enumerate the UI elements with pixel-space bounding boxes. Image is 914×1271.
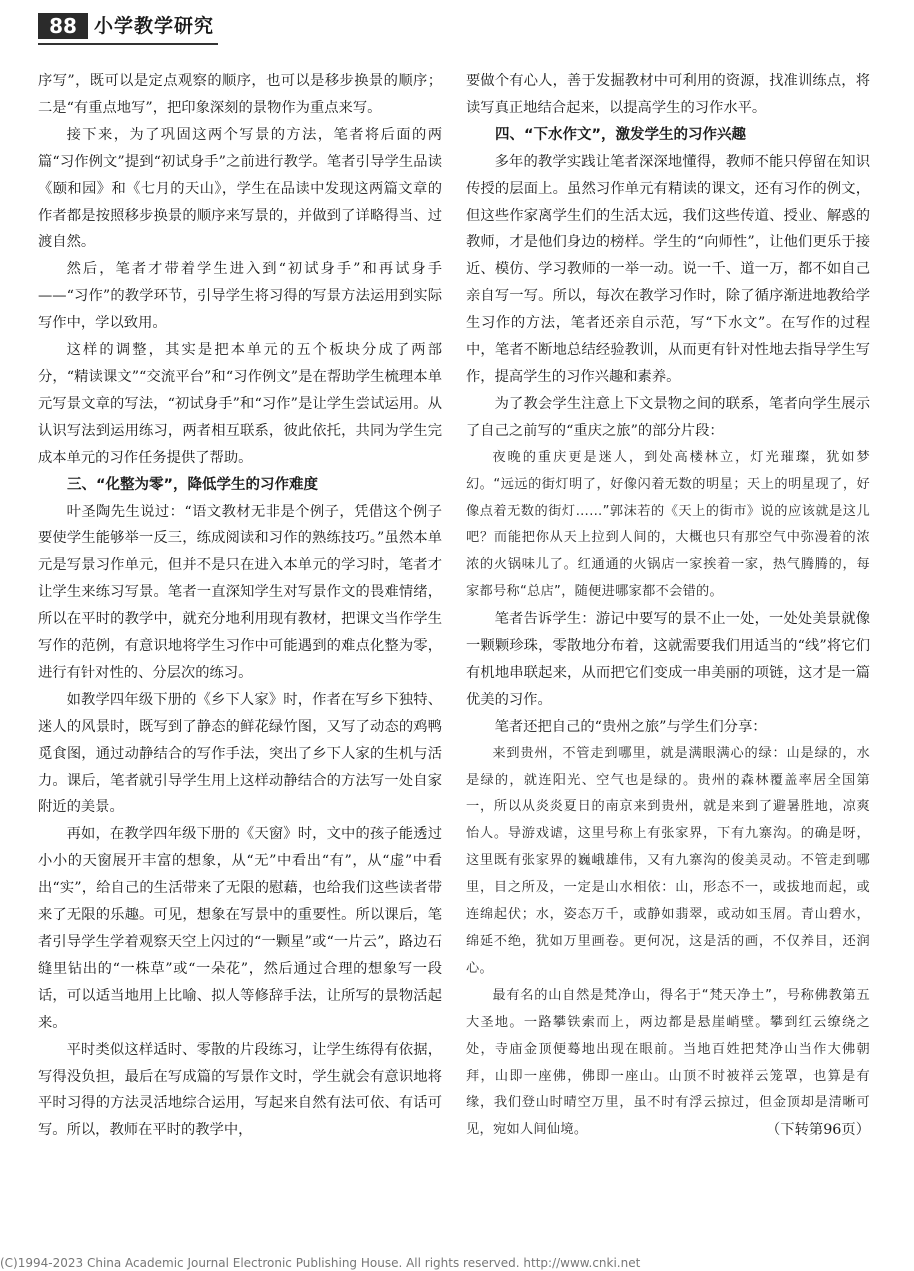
quoted-excerpt: 来到贵州，不管走到哪里，就是满眼满心的绿：山是绿的，水是绿的，就连阳光、空气也是绿的。贵州的森林覆盖率居全国第一，所以从炎炎夏日的南京来到贵州，就是来到了避暑胜地，凉爽怡人。导游戏谑，这里号称上有张家界，下有九寨沟。的确是呀，这里既有张家界的巍峨雄伟，又有九寨沟的俊美灵动。不管走到哪里，目之所及，一定是山水相依：山，形态不一，或拔地而起，或连绵起伏；水，姿态万千，或静如翡翠，或动如玉屑。青山碧水，绵延不绝，犹如万里画卷。更何况，这是活的画，不仅养目，还润心。 (466, 745, 870, 976)
paragraph: 笔者告诉学生：游记中要写的景不止一处，一处处美景就像一颗颗珍珠，零散地分布着，这就需要我们用适当的“线”将它们有机地串联起来，从而把它们变成一串美丽的项链，这才是一篇优美的习作。 (466, 611, 870, 708)
header-rule (38, 43, 218, 45)
paragraph: 如教学四年级下册的《乡下人家》时，作者在写乡下独特、迷人的风景时，既写到了静态的鲜花绿竹图，又写了动态的鸡鸭觅食图，通过动静结合的写作手法，突出了乡下人家的生机与活力。课后，笔者就引导学生用上这样动静结合的方法写一处自家附近的美景。 (38, 691, 442, 816)
paragraph: 这样的调整，其实是把本单元的五个板块分成了两部分，“精读课文”“交流平台”和“习作例文”是在帮助学生梳理本单元写景文章的写法，“初试身手”和“习作”是让学生尝试运用。从认识写法到运用练习，两者相互联系，彼此依托，共同为学生完成本单元的习作任务提供了帮助。 (38, 342, 442, 466)
section-heading: 三、“化整为零”，降低学生的习作难度 (67, 476, 319, 493)
paragraph: 再如，在教学四年级下册的《天窗》时，文中的孩子能透过小小的天窗展开丰富的想象，从“无”中看出“有”，从“虚”中看出“实”，给自己的生活带来了无限的慰藉，也给我们这些读者带来了无限的乐趣。可见，想象在写景中的重要性。所以课后，笔者引导学生学着观察天空上闪过的“一颗星”或“一片云”，路边石缝里钻出的“一株草”或“一朵花”，然后通过合理的想象写一段话，可以适当地用上比喻、拟人等修辞手法，让所写的景物活起来。 (38, 826, 442, 1031)
quoted-excerpt: 夜晚的重庆更是迷人，到处高楼林立，灯光璀璨，犹如梦幻。“远远的街灯明了，好像闪着无数的明星；天上的明星现了，好像点着无数的街灯……”郭沫若的《天上的街市》说的应该就是这儿吧？而能把你从天上拉到人间的，大概也只有那空气中弥漫着的浓浓的火锅味儿了。红通通的火锅店一家挨着一家，热气腾腾的，每家都号称“总店”，随便进哪家都不会错的。 (466, 449, 870, 600)
paragraph: 为了教会学生注意上下文景物之间的联系，笔者向学生展示了自己之前写的“重庆之旅”的部分片段： (466, 395, 870, 439)
paragraph: 然后，笔者才带着学生进入到“初试身手”和再试身手——“习作”的教学环节，引导学生将习得的写景方法运用到实际写作中，学以致用。 (38, 261, 442, 332)
left-column (38, 68, 442, 1144)
paragraph: 平时类似这样适时、零散的片段练习，让学生练得有依据，写得没负担，最后在写成篇的写景作文时，学生就会有意识地将平时习得的方法灵活地综合运用，写起来自然有法可依、有话可写。所以，教师在平时的教学中， (38, 1041, 442, 1139)
paragraph: 序写”，既可以是定点观察的顺序，也可以是移步换景的顺序；二是“有重点地写”，把印象深刻的景物作为重点来写。 (38, 73, 442, 116)
paragraph: 接下来，为了巩固这两个写景的方法，笔者将后面的两篇“习作例文”提到“初试身手”之前进行教学。笔者引导学生品读《颐和园》和《七月的天山》，学生在品读中发现这两篇文章的作者都是按照移步换景的顺序来写景的，并做到了详略得当、过渡自然。 (38, 126, 442, 251)
paragraph: 多年的教学实践让笔者深深地懂得，教师不能只停留在知识传授的层面上。虽然习作单元有精读的课文，还有习作的例文，但这些作家离学生们的生活太远，我们这些传道、授业、解惑的教师，才是他们身边的榜样。学生的“向师性”，让他们更乐于接近、模仿、学习教师的一举一动。说一千、道一万，都不如自己亲自写一写。所以，每次在教学习作时，除了循序渐进地教给学生习作的方法，笔者还亲自示范，写“下水文”。在写作的过程中，笔者不断地总结经验教训，从而更有针对性地去指导学生写作，提高学生的习作兴趣和素养。 (466, 153, 870, 385)
page-header (38, 10, 878, 44)
journal-title: 小学教学研究 (94, 15, 215, 37)
right-column (466, 68, 870, 1144)
copyright-footer: (C)1994-2023 China Academic Journal Electronic Publishing House. All rights reserved. http://www.cnki.net (0, 1256, 641, 1270)
paragraph: 笔者还把自己的“贵州之旅”与学生们分享： (494, 718, 767, 735)
section-heading: 四、“下水作文”，激发学生的习作兴趣 (495, 126, 747, 143)
continued-note: （下转第96页） (766, 1122, 870, 1139)
page-number: 88 (38, 13, 88, 39)
paragraph: 叶圣陶先生说过：“语文教材无非是个例子，凭借这个例子要使学生能够举一反三，练成阅读和习作的熟练技巧。”虽然本单元是写景习作单元，但并不是只在进入本单元的学习时，笔者才让学生来练习写景。笔者一直深知学生对写景作文的畏难情绪，所以在平时的教学中，就充分地利用现有教材，把课文当作学生写作的范例，有意识地将学生习作中可能遇到的难点化整为零，进行有针对性的、分层次的练习。 (38, 503, 442, 681)
quoted-excerpt: 最有名的山自然是梵净山，得名于“梵天净土”，号称佛教第五大圣地。一路攀铁索而上，两边都是悬崖峭壁。攀到红云缭绕之处，寺庙金顶便蓦地出现在眼前。当地百姓把梵净山当作大佛朝拜，山即一座佛，佛即一座山。山顶不时被祥云笼罩，也算是有缘，我们登山时晴空万里，虽不时有浮云掠过，但金顶却是清晰可见，宛如人间仙境。 (466, 987, 870, 1138)
paragraph: 要做个有心人，善于发掘教材中可利用的资源，找准训练点，将读写真正地结合起来，以提高学生的习作水平。 (466, 73, 870, 116)
